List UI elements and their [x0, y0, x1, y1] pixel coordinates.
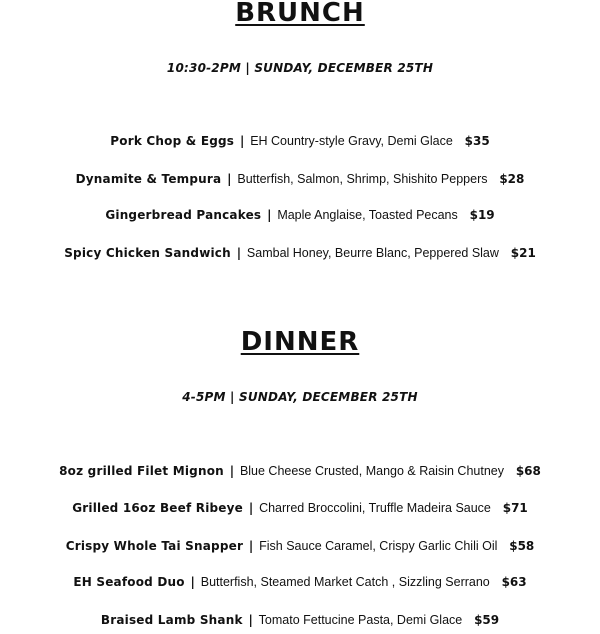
item-description: EH Country-style Gravy, Demi Glace [250, 134, 453, 148]
item-separator: | [248, 501, 254, 515]
item-separator: | [236, 246, 242, 260]
item-name: EH Seafood Duo [73, 575, 185, 589]
item-name: Gingerbread Pancakes [105, 208, 262, 222]
menu-item [0, 208, 600, 222]
item-description: Tomato Fettucine Pasta, Demi Glace [258, 613, 463, 627]
item-separator: | [239, 134, 245, 148]
item-separator: | [248, 539, 254, 553]
item-separator: | [190, 575, 195, 589]
item-name: 8oz grilled Filet Mignon [59, 464, 224, 478]
item-price: $35 [464, 134, 490, 148]
item-separator: | [227, 172, 232, 186]
item-price: $68 [515, 464, 541, 478]
item-description: Charred Broccolini, Truffle Madeira Sauce [259, 501, 491, 515]
item-description: Fish Sauce Caramel, Crispy Garlic Chili Oil [259, 539, 498, 553]
item-name: Dynamite & Tempura [75, 172, 222, 186]
item-price: $21 [510, 246, 536, 260]
item-price: $63 [501, 575, 527, 589]
item-price: $28 [499, 172, 525, 186]
item-separator: | [229, 464, 235, 478]
item-price: $58 [509, 539, 535, 553]
menu-item [0, 501, 600, 515]
item-price: $19 [469, 208, 495, 222]
item-name: Spicy Chicken Sandwich [64, 246, 231, 260]
menu-item [0, 539, 600, 553]
item-description: Maple Anglaise, Toasted Pecans [277, 208, 458, 222]
menu-item [0, 246, 600, 260]
brunch-title: BRUNCH [235, 0, 365, 28]
brunch-subtitle: 10:30-2PM | SUNDAY, DECEMBER 25TH [166, 61, 434, 75]
item-name: Braised Lamb Shank [100, 613, 243, 627]
item-separator: | [267, 208, 272, 222]
menu-item [0, 464, 600, 478]
dinner-title: DINNER [240, 327, 360, 357]
menu-item [0, 134, 600, 148]
item-description: Blue Cheese Crusted, Mango & Raisin Chutney [239, 464, 504, 478]
item-price: $71 [502, 501, 528, 515]
item-name: Pork Chop & Eggs [110, 134, 235, 148]
menu-item [0, 172, 600, 186]
dinner-subtitle: 4-5PM | SUNDAY, DECEMBER 25TH [182, 390, 418, 404]
item-description: Butterfish, Salmon, Shrimp, Shishito Peppers [237, 172, 488, 186]
item-name: Grilled 16oz Beef Ribeye [72, 501, 244, 515]
menu-item [0, 575, 600, 589]
menu-item [0, 613, 600, 627]
item-description: Sambal Honey, Beurre Blanc, Peppered Slaw [246, 246, 499, 260]
item-separator: | [248, 613, 253, 627]
item-name: Crispy Whole Tai Snapper [65, 539, 244, 553]
item-price: $59 [474, 613, 500, 627]
item-description: Butterfish, Steamed Market Catch , Sizzling Serrano [200, 575, 490, 589]
